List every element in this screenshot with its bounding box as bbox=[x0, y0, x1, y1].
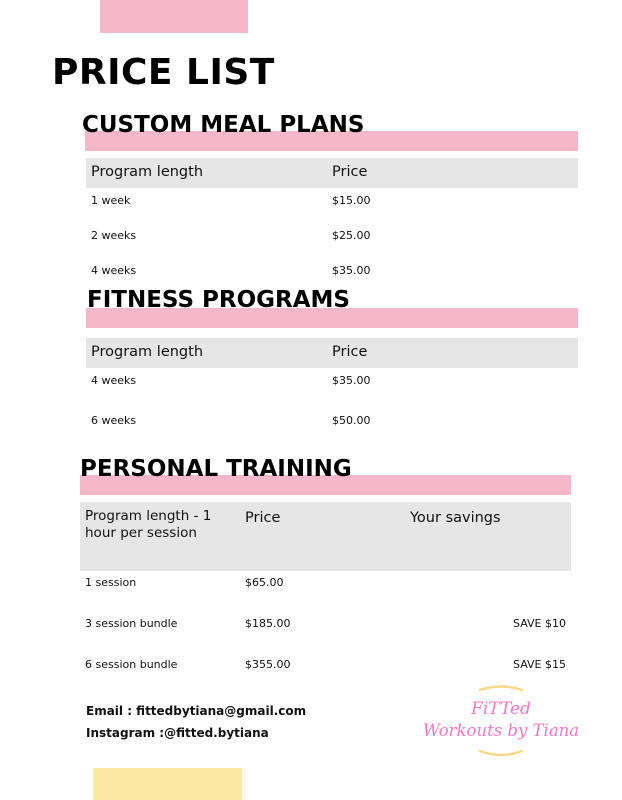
table-cell-price: $50.00 bbox=[332, 414, 371, 427]
table-cell-price: $35.00 bbox=[332, 264, 371, 277]
table-cell-price: $185.00 bbox=[245, 617, 291, 630]
logo-line2: Workouts by Tiana bbox=[422, 721, 580, 740]
meal-plans-col-length: Program length bbox=[91, 164, 204, 180]
table-cell-length: 6 weeks bbox=[91, 414, 137, 427]
table-cell-length: 4 weeks bbox=[91, 264, 137, 277]
table-cell-savings: SAVE $10 bbox=[513, 617, 566, 630]
brand-logo bbox=[422, 681, 580, 761]
table-cell-length: 1 session bbox=[85, 576, 137, 589]
training-col-price: Price bbox=[245, 510, 281, 526]
training-col-savings: Your savings bbox=[410, 510, 501, 526]
table-cell-price: $355.00 bbox=[245, 658, 291, 671]
contact-instagram: Instagram :@fitted.bytiana bbox=[86, 726, 269, 740]
table-cell-price: $15.00 bbox=[332, 194, 371, 207]
logo-arc-top bbox=[480, 687, 522, 691]
fitness-title: FITNESS PROGRAMS bbox=[87, 287, 350, 313]
page-title: PRICE LIST bbox=[52, 52, 275, 93]
table-cell-price: $25.00 bbox=[332, 229, 371, 242]
logo-line1: FiTTed bbox=[471, 699, 531, 719]
fitness-col-length: Program length bbox=[91, 344, 204, 360]
contact-email: Email : fittedbytiana@gmail.com bbox=[86, 704, 307, 718]
meal-plans-col-price: Price bbox=[332, 164, 368, 180]
table-cell-length: 4 weeks bbox=[91, 374, 137, 387]
meal-plans-title: CUSTOM MEAL PLANS bbox=[82, 112, 365, 138]
table-cell-length: 2 weeks bbox=[91, 229, 137, 242]
bottom-yellow-block bbox=[93, 768, 242, 800]
table-cell-length: 6 session bundle bbox=[85, 658, 178, 671]
table-cell-length: 1 week bbox=[91, 194, 131, 207]
table-cell-price: $35.00 bbox=[332, 374, 371, 387]
training-col-length: Program length - 1 hour per session bbox=[85, 508, 212, 541]
fitness-col-price: Price bbox=[332, 344, 368, 360]
top-pink-block bbox=[100, 0, 248, 33]
logo-arc-bottom bbox=[480, 751, 522, 755]
training-title: PERSONAL TRAINING bbox=[80, 456, 352, 482]
table-cell-savings: SAVE $15 bbox=[513, 658, 566, 671]
table-cell-price: $65.00 bbox=[245, 576, 284, 589]
table-cell-length: 3 session bundle bbox=[85, 617, 178, 630]
